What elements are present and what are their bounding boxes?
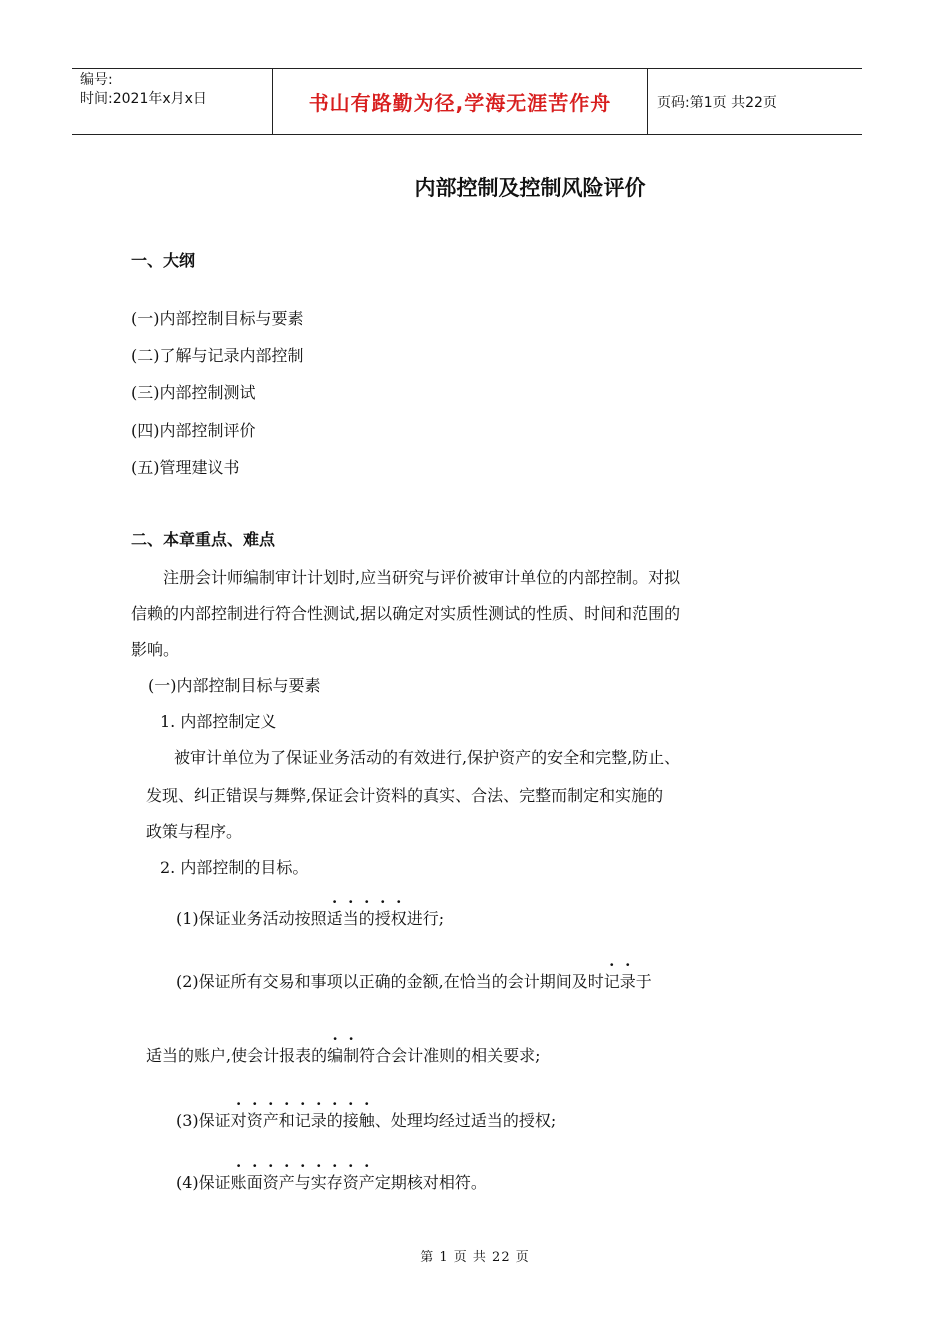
emphasis-char: 制	[343, 1046, 360, 1065]
page-code: 页码:第1页 共22页	[657, 94, 777, 111]
goals-label: 2. 内部控制的目标。	[160, 858, 309, 877]
section-heading-outline: 一、大纲	[131, 251, 196, 270]
outline-item: (二)了解与记录内部控制	[131, 346, 304, 365]
goal-text: (1)保证业务活动按照	[176, 909, 327, 928]
emphasis-char: 和	[278, 1111, 295, 1130]
number-label: 编号:	[80, 72, 113, 88]
outline-item: (四)内部控制评价	[131, 421, 256, 440]
emphasis-char: 产	[358, 1173, 375, 1192]
emphasis-char: 存	[326, 1173, 343, 1192]
header-table	[72, 68, 862, 135]
emphasis-char: 对	[230, 1111, 247, 1130]
sub-heading: (一)内部控制目标与要素	[148, 676, 321, 695]
emphasis-char: 记	[603, 972, 620, 991]
header-motto-cell	[273, 69, 648, 134]
emphasis-char: 面	[246, 1173, 263, 1192]
emphasis-dotted	[604, 972, 636, 991]
intro-line: 影响。	[131, 640, 180, 659]
outline-item: (三)内部控制测试	[131, 383, 256, 402]
section-heading-keypoints: 二、本章重点、难点	[131, 530, 276, 549]
emphasis-char: 录	[619, 972, 636, 991]
goal-item	[176, 1108, 556, 1131]
page-footer: 第 1 页 共 22 页	[420, 1250, 530, 1265]
emphasis-char: 权	[390, 909, 407, 928]
goal-text: 符合会计准则的相关要求;	[359, 1046, 541, 1065]
emphasis-char: 编	[327, 1046, 344, 1065]
emphasis-char: 账	[230, 1173, 247, 1192]
page-title: 内部控制及控制风险评价	[414, 176, 646, 200]
definition-line: 被审计单位为了保证业务活动的有效进行,保护资产的安全和完整,防止、	[174, 748, 681, 767]
goal-text: 于	[635, 972, 652, 991]
emphasis-char: 的	[358, 909, 375, 928]
intro-line: 注册会计师编制审计计划时,应当研究与评价被审计单位的内部控制。对拟	[163, 568, 681, 587]
definition-label: 1. 内部控制定义	[160, 712, 277, 731]
goal-text: 适当的账户,使会计报表的	[146, 1046, 328, 1065]
emphasis-char: 记	[294, 1111, 311, 1130]
emphasis-char: 产	[278, 1173, 295, 1192]
goal-text: 定期核对相符。	[374, 1173, 487, 1192]
goal-text: 、处理均经过适当的授权;	[374, 1111, 557, 1130]
emphasis-dotted	[327, 1046, 359, 1065]
emphasis-char: 资	[246, 1111, 263, 1130]
motto-text: 书山有路勤为径,学海无涯苦作舟	[308, 91, 612, 115]
header-info-cell	[72, 69, 273, 134]
emphasis-dotted	[327, 909, 407, 928]
emphasis-char: 资	[342, 1173, 359, 1192]
goal-item-continued	[146, 1043, 541, 1066]
emphasis-char: 产	[262, 1111, 279, 1130]
emphasis-char: 资	[262, 1173, 279, 1192]
goal-item	[176, 1170, 487, 1193]
definition-line: 发现、纠正错误与舞弊,保证会计资料的真实、合法、完整而制定和实施的	[146, 786, 664, 805]
emphasis-char: 与	[294, 1173, 311, 1192]
emphasis-char: 授	[374, 909, 391, 928]
goal-item	[176, 969, 652, 992]
emphasis-char: 适	[326, 909, 343, 928]
outline-item: (五)管理建议书	[131, 458, 240, 477]
intro-line: 信赖的内部控制进行符合性测试,据以确定对实质性测试的性质、时间和范围的	[131, 604, 681, 623]
outline-item: (一)内部控制目标与要素	[131, 309, 304, 328]
definition-line: 政策与程序。	[146, 822, 243, 841]
goal-text: (3)保证	[176, 1111, 231, 1130]
goal-text: (4)保证	[176, 1173, 231, 1192]
emphasis-char: 实	[310, 1173, 327, 1192]
emphasis-char: 接	[342, 1111, 359, 1130]
goal-text: (2)保证所有交易和事项以正确的金额,在恰当的会计期间及时	[176, 972, 604, 991]
header-page-cell	[648, 69, 862, 134]
emphasis-char: 的	[326, 1111, 343, 1130]
goal-item	[176, 906, 444, 929]
goal-text: 进行;	[406, 909, 445, 928]
emphasis-dotted	[231, 1111, 375, 1130]
emphasis-dotted	[231, 1173, 375, 1192]
emphasis-char: 当	[342, 909, 359, 928]
emphasis-char: 录	[310, 1111, 327, 1130]
emphasis-char: 触	[358, 1111, 375, 1130]
time-label: 时间:2021年x月x日	[80, 91, 207, 107]
